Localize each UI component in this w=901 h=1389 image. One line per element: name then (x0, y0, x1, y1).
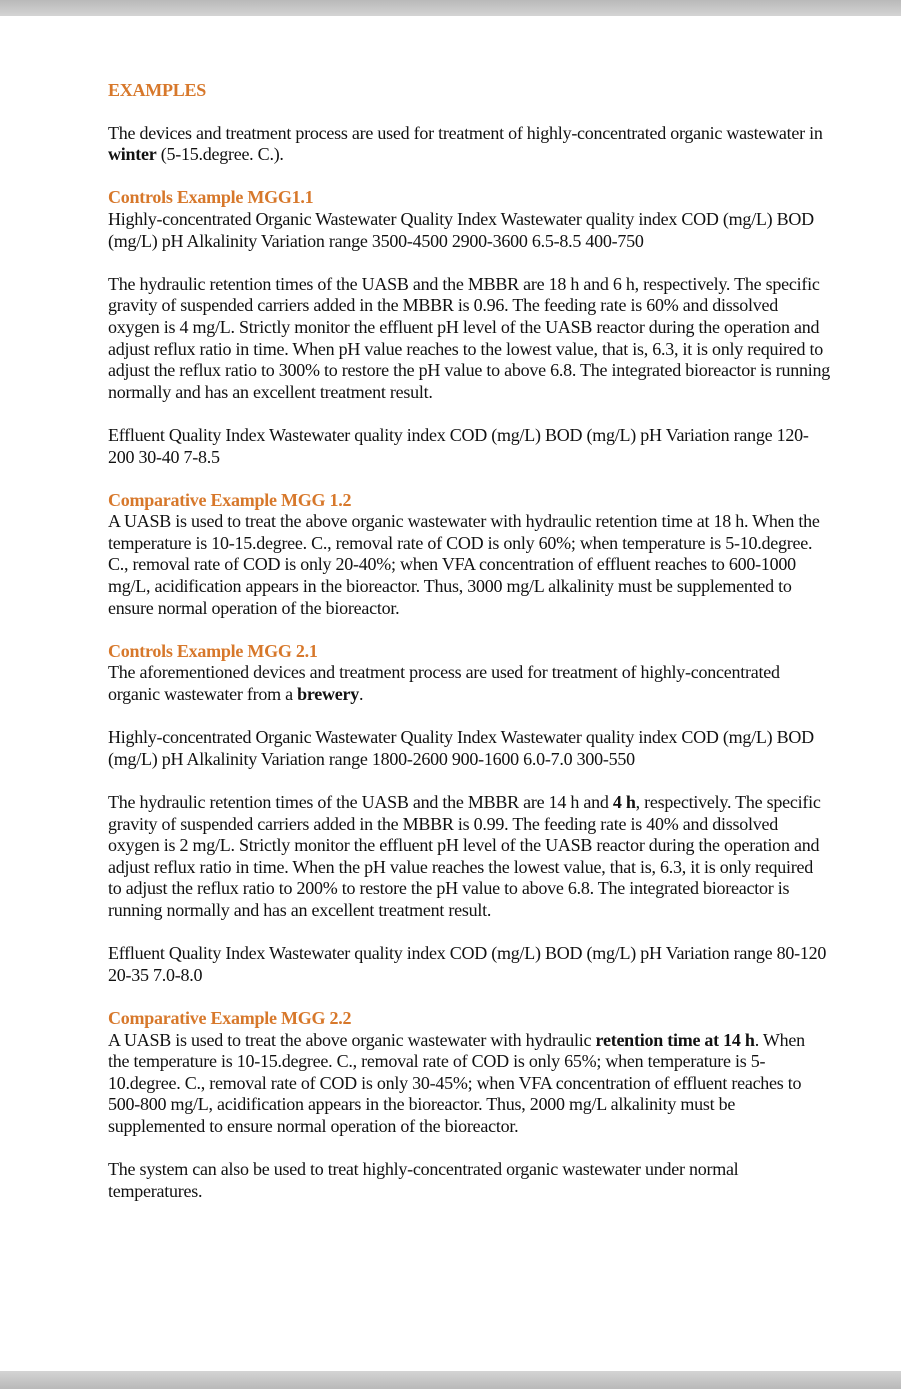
viewer-top-bar (0, 0, 901, 16)
procedure-text: The hydraulic retention times of the UASB and the MBBR are 14 h and (108, 792, 613, 812)
intro-text-end: . (359, 684, 364, 705)
intro-text-end: (5-15.degree. C.). (156, 144, 284, 165)
intro-paragraph (108, 123, 830, 166)
section-heading-controls-1: Controls Example MGG1.1 (108, 187, 314, 208)
page-title: EXAMPLES (108, 80, 207, 100)
intro-text: The devices and treatment process are used for treatment of highly-concentrated organic wastewater in (108, 122, 823, 143)
document-content (108, 80, 830, 1224)
procedure-text-end: , respectively. The specific gravity of suspended carriers added in the MBBR is 0.99. The feeding rate is 40% and dissolved oxygen is 2 mg/L. Strictly monitor the effluent pH level of the UASB reactor during the operation and adjust reflux ratio in time. When the pH value reaches the lowest value, that is, 6.3, it is only required to adjust the reflux ratio to 200% to restore the pH value to above 6.8. The integrated bioreactor is running normally and has an excellent treatment result. (108, 792, 821, 920)
procedure-paragraph: The hydraulic retention times of the UASB and the MBBR are 18 h and 6 h, respectively. The specific gravity of suspended carriers added in the MBBR is 0.96. The feeding rate is 60% and dissolved oxygen is 4 mg/L. Strictly monitor the effluent pH level of the UASB reactor during the operation and adjust reflux ratio in time. When pH value reaches to the lowest value, that is, 6.3, it is only required to adjust the reflux ratio to 300% to restore the pH value to above 6.8. The integrated bioreactor is running normally and has an excellent treatment result. (108, 273, 830, 402)
section-heading-comparative-1: Comparative Example MGG 1.2 (108, 489, 352, 510)
intro-text: The aforementioned devices and treatment process are used for treatment of highly-concentrated organic wastewater from a (108, 662, 780, 705)
procedure-bold: 4 h (612, 792, 636, 812)
comparative-paragraph-2 (108, 1030, 830, 1138)
intro-paragraph-2 (108, 662, 830, 705)
comparative-paragraph: A UASB is used to treat the above organic wastewater with hydraulic retention time at 18 h. When the temperature is 10-15.degree. C., removal rate of COD is only 60%; when temperature is 5-10.degree. C., removal rate of COD is only 20-40%; when VFA concentration of effluent reaches to 600-1000 mg/L, acidification appears in the bioreactor. Thus, 3000 mg/L alkalinity must be supplemented to ensure normal operation of the bioreactor. (108, 511, 820, 618)
quality-index-paragraph: Highly-concentrated Organic Wastewater Quality Index Wastewater quality index COD (mg/L) BOD (mg/L) pH Alkalinity Variation range 3500-4500 2900-3600 6.5-8.5 400-750 (108, 208, 814, 251)
procedure-paragraph-2 (108, 792, 830, 922)
quality-index-paragraph-2: Highly-concentrated Organic Wastewater Quality Index Wastewater quality index COD (mg/L) BOD (mg/L) pH Alkalinity Variation range 1800-2600 900-1600 6.0-7.0 300-550 (108, 727, 814, 769)
closing-paragraph: The system can also be used to treat highly-concentrated organic wastewater under normal temperatures. (108, 1159, 739, 1201)
comparative-text-end: . When the temperature is 10-15.degree. C., removal rate of COD is only 65%; when temperature is 5-10.degree. C., removal rate of COD is only 30-45%; when VFA concentration of effluent reaches to 500-800 mg/L, acidification appears in the bioreactor. Thus, 2000 mg/L alkalinity must be supplemented to ensure normal operation of the bioreactor. (108, 1029, 805, 1136)
intro-bold: winter (108, 144, 157, 165)
section-heading-comparative-2: Comparative Example MGG 2.2 (108, 1007, 352, 1028)
section-heading-controls-2: Controls Example MGG 2.1 (108, 640, 318, 661)
effluent-index-paragraph-2: Effluent Quality Index Wastewater quality index COD (mg/L) BOD (mg/L) pH Variation range 80-120 20-35 7.0-8.0 (108, 943, 827, 985)
viewer-bottom-bar (0, 1371, 901, 1389)
effluent-index-paragraph: Effluent Quality Index Wastewater quality index COD (mg/L) BOD (mg/L) pH Variation range 120-200 30-40 7-8.5 (108, 424, 809, 467)
intro-bold: brewery (297, 684, 359, 705)
comparative-text: A UASB is used to treat the above organic wastewater with hydraulic (108, 1029, 596, 1050)
document-page (0, 16, 901, 1371)
comparative-bold: retention time at 14 h (595, 1029, 755, 1050)
